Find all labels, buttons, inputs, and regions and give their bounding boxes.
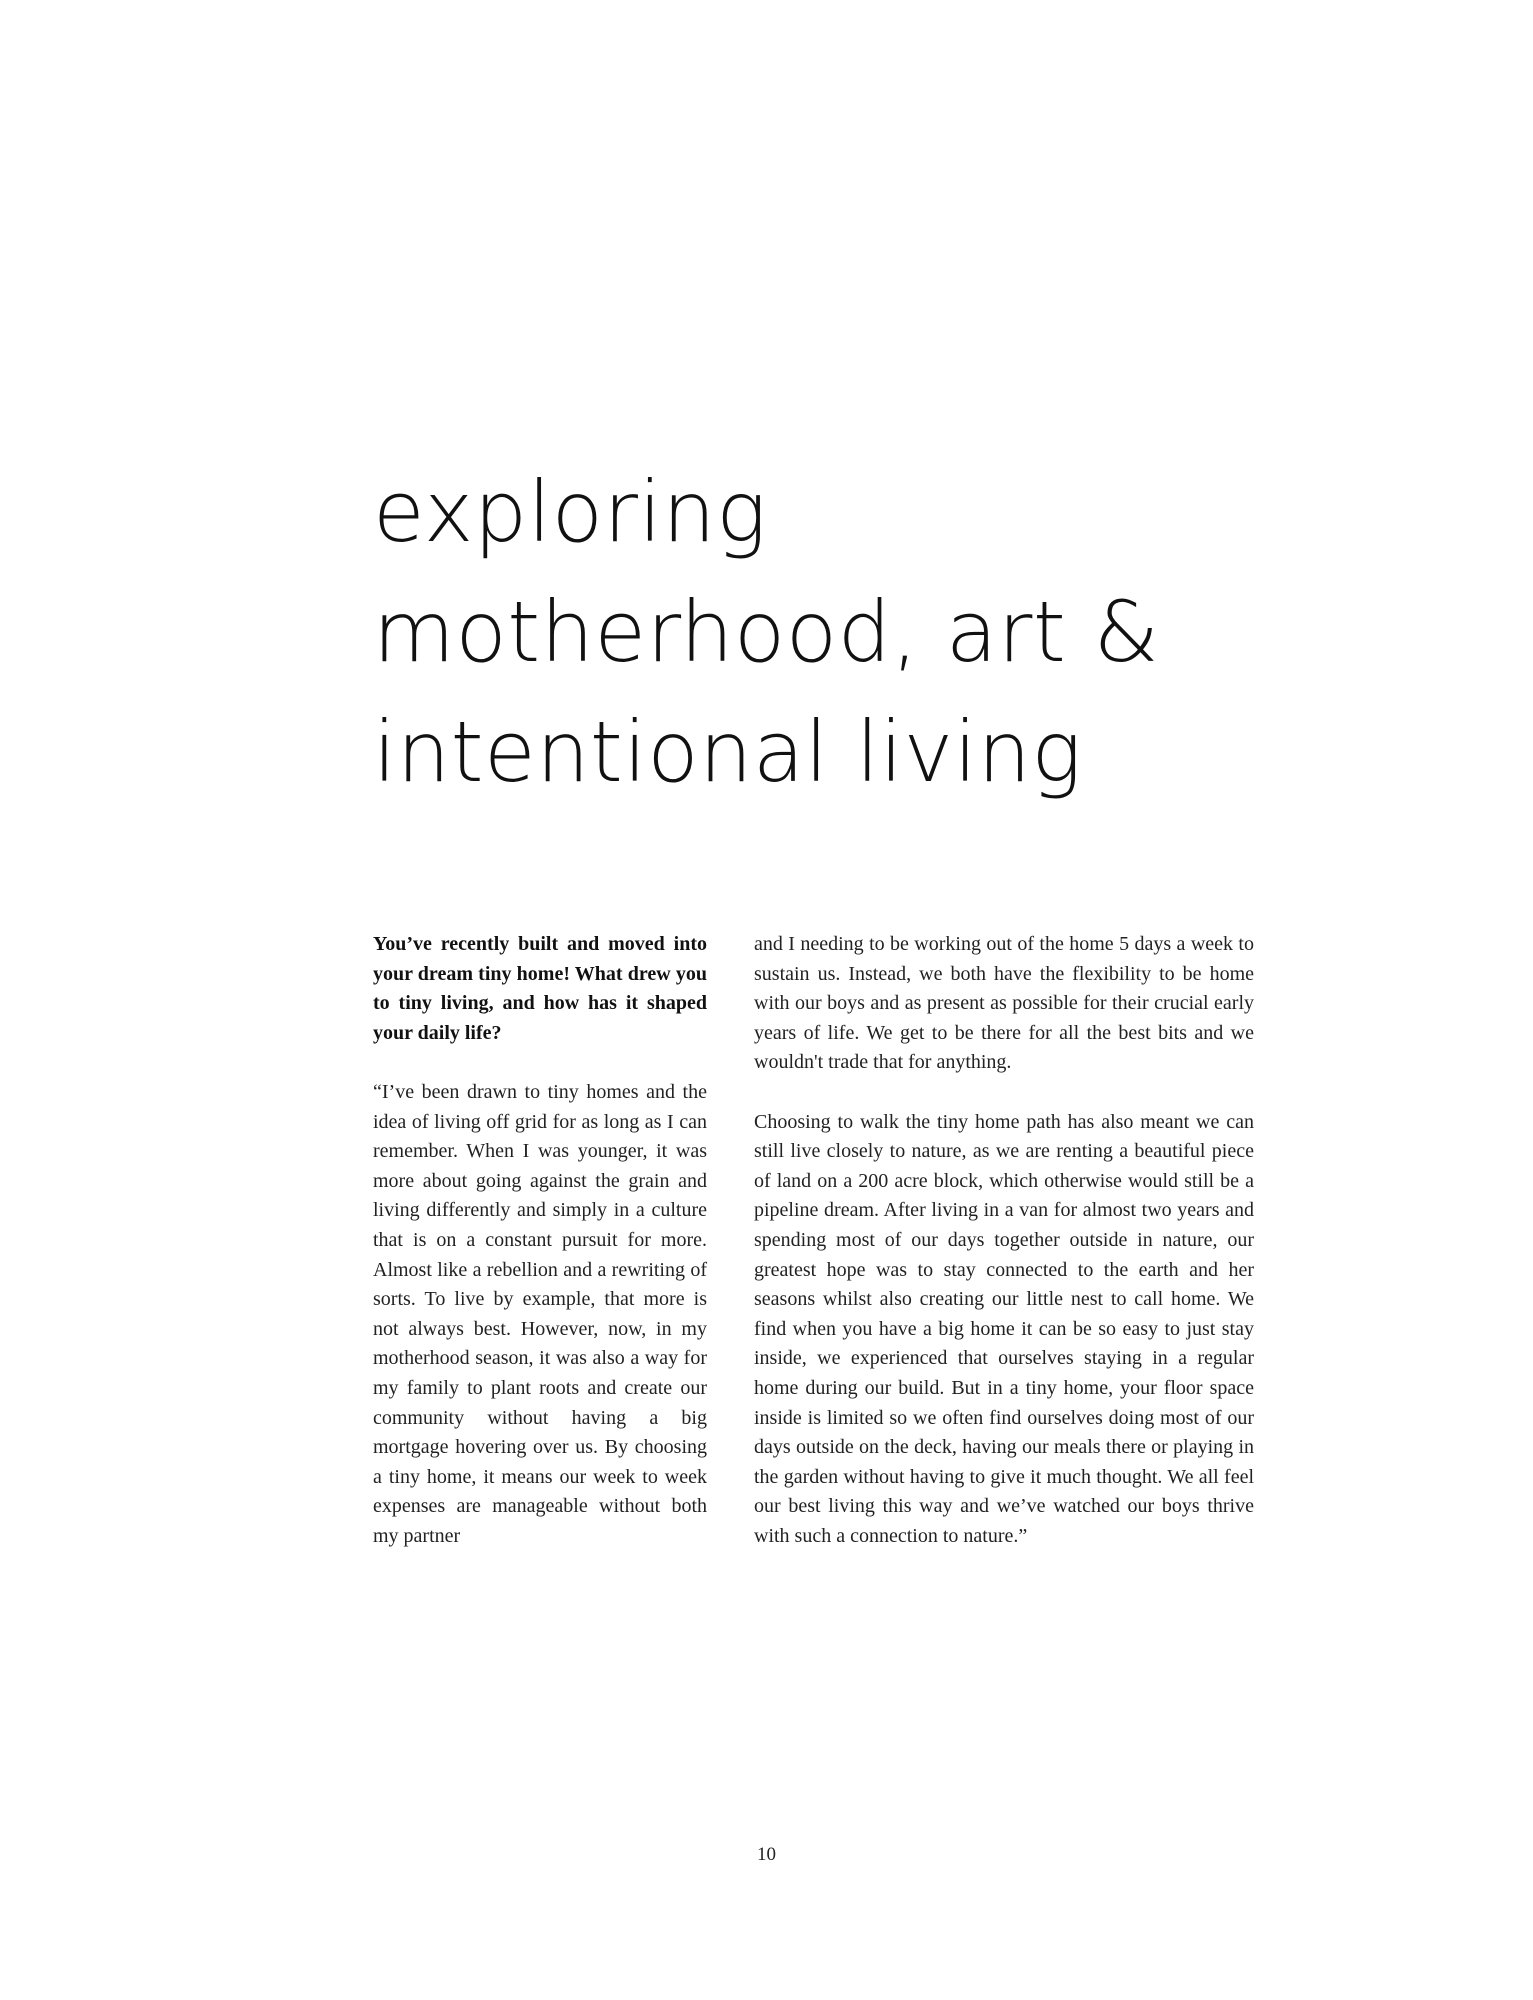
article-column-left: [373, 930, 707, 1551]
page-title: [373, 452, 1273, 812]
interview-question: You’ve recently built and moved into your dream tiny home! What drew you to tiny living, and how has it shaped your daily life?: [373, 933, 707, 1044]
answer-paragraph-1: “I’ve been drawn to tiny homes and the idea of living off grid for as long as I can remember. When I was younger, it was more about going against the grain and living differently and simply in a culture that is on a constant pursuit for more. Almost like a rebellion and a rewriting of sorts. To live by example, that more is not always best. However, now, in my motherhood season, it was also a way for my family to plant roots and create our community without having a big mortgage hovering over us. By choosing a tiny home, it means our week to week expenses are manageable without both my partner: [373, 1080, 707, 1547]
title-line-3: intentional living: [373, 703, 1083, 801]
title-line-1: exploring: [373, 463, 767, 561]
answer-paragraph-2: Choosing to walk the tiny home path has also meant we can still live closely to nature, as we are renting a beautiful piece of land on a 200 acre block, which otherwise would still be a pipeline dream. After living in a van for almost two years and spending most of our days together outside in nature, our greatest hope was to stay connected to the earth and her seasons whilst also creating our little nest to call home. We find when you have a big home it can be so easy to just stay inside, we experienced that ourselves staying in a regular home during our build. But in a tiny home, your floor space inside is limited so we often find ourselves doing most of our days outside on the deck, having our meals there or playing in the garden without having to give it much thought. We all feel our best living this way and we’ve watched our boys thrive with such a connection to nature.”: [754, 1110, 1254, 1547]
article-column-right: [754, 930, 1254, 1551]
title-line-2: motherhood, art &: [373, 583, 1160, 681]
answer-paragraph-1-continued: and I needing to be working out of the home 5 days a week to sustain us. Instead, we both have the flexibility to be home with our boys and as present as possible for their crucial early years of life. We get to be there for all the best bits and we wouldn't trade that for anything.: [754, 933, 1254, 1074]
page-number: 10: [757, 1844, 776, 1865]
